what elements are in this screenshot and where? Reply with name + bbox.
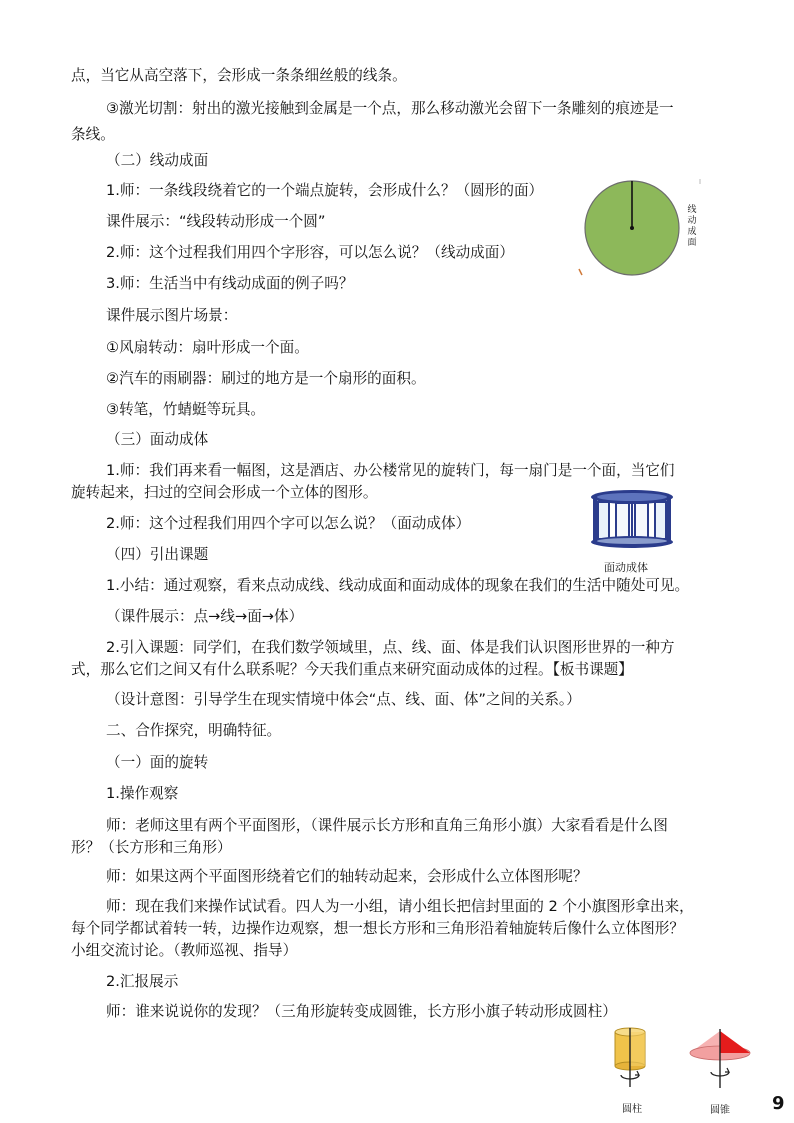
section-heading: （四）引出课题	[106, 546, 209, 563]
section-heading: （一）面的旋转	[106, 754, 209, 771]
text-line: （课件展示：点→线→面→体）	[106, 608, 304, 625]
section-heading: （二）线动成面	[106, 152, 209, 169]
text-line: 式，那么它们之间又有什么联系呢？今天我们重点来研究面动成体的过程。【板书课题】	[71, 661, 633, 678]
revolving-door-figure	[589, 489, 675, 551]
text-line: 形？（长方形和三角形）	[71, 839, 232, 856]
circle-caption: 线 动 成 面	[687, 205, 697, 248]
text-line: 课件展示：“线段转动形成一个圆”	[106, 213, 326, 230]
text-line: 2.引入课题：同学们，在我们数学领域里，点、线、面、体是我们认识图形世界的一种方	[106, 639, 675, 656]
text-line: 师：现在我们来操作试试看。四人为一小组，请小组长把信封里面的 2 个小旗图形拿出来，	[106, 898, 694, 915]
section-heading: （三）面动成体	[106, 431, 209, 448]
page-number: 9	[772, 1093, 785, 1114]
text-line: 师：谁来说说你的发现？（三角形旋转变成圆锥，长方形小旗子转动形成圆柱）	[106, 1003, 617, 1020]
text-line: 每个同学都试着转一转，边操作边观察，想一想长方形和三角形沿着轴旋转后像什么立体图形？	[71, 920, 684, 937]
cylinder-figure	[609, 1027, 651, 1089]
text-line: 3.师：生活当中有线动成面的例子吗？	[106, 275, 354, 292]
text-line: 课件展示图片场景：	[106, 307, 238, 324]
text-line: 师：老师这里有两个平面图形，（课件展示长方形和直角三角形小旗）大家看看是什么图	[106, 817, 668, 834]
text-line: ③激光切割：射出的激光接触到金属是一个点，那么移动激光会留下一条雕刻的痕迹是一	[106, 100, 674, 117]
section-heading: 二、合作探究，明确特征。	[106, 722, 282, 739]
text-line: 师：如果这两个平面图形绕着它们的轴转动起来，会形成什么立体图形呢？	[106, 868, 588, 885]
text-line: （设计意图：引导学生在现实情境中体会“点、线、面、体”之间的关系。）	[106, 691, 581, 708]
text-line: 1.师：一条线段绕着它的一个端点旋转，会形成什么？（圆形的面）	[106, 182, 544, 199]
text-line: 条线。	[71, 126, 115, 143]
text-line: 1.小结：通过观察，看来点动成线、线动成面和面动成体的现象在我们的生活中随处可见。	[106, 577, 690, 594]
cylinder-caption: 圆柱	[622, 1104, 642, 1115]
text-line: ③转笔，竹蜻蜓等玩具。	[106, 401, 266, 418]
text-line: ②汽车的雨刷器：刷过的地方是一个扇形的面积。	[106, 370, 426, 387]
text-line: ①风扇转动：扇叶形成一个面。	[106, 339, 309, 356]
text-line: 1.师：我们再来看一幅图，这是酒店、办公楼常见的旋转门，每一扇门是一个面，当它们	[106, 462, 675, 479]
text-line: 点，当它从高空落下，会形成一条条细丝般的线条。	[71, 67, 407, 84]
text-line: 小组交流讨论。（教师巡视、指导）	[71, 942, 298, 959]
door-caption: 面动成体	[604, 561, 648, 574]
section-heading: 1.操作观察	[106, 785, 179, 802]
cone-figure	[687, 1026, 753, 1092]
cone-caption: 圆锥	[710, 1105, 730, 1116]
text-line: 旋转起来，扫过的空间会形成一个立体的图形。	[71, 484, 378, 501]
text-line: 2.师：这个过程我们用四个字可以怎么说？（面动成体）	[106, 515, 471, 532]
section-heading: 2.汇报展示	[106, 973, 179, 990]
text-line: 2.师：这个过程我们用四个字形容，可以怎么说？（线动成面）	[106, 244, 514, 261]
